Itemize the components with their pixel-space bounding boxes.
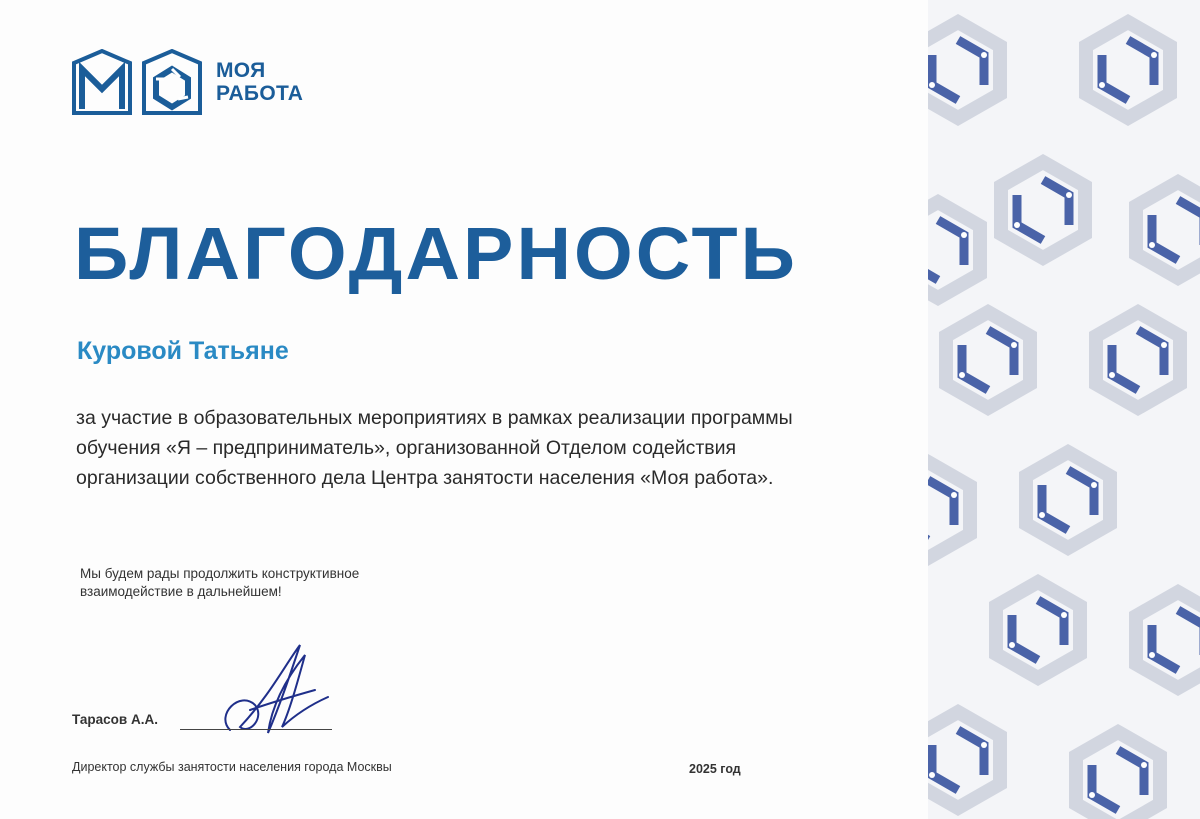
closing-note [80, 565, 460, 601]
logo [72, 49, 303, 115]
certificate-year: 2025 год [689, 762, 741, 776]
certificate-body [76, 403, 876, 493]
decorative-pattern [928, 0, 1200, 819]
logo-line-1: МОЯ [216, 59, 266, 82]
certificate-title: БЛАГОДАРНОСТЬ [74, 212, 798, 295]
closing-line: Мы будем рады продолжить конструктивное [80, 566, 360, 581]
body-line: за участие в образовательных мероприятиях в рамках реализации программы [76, 407, 793, 429]
moya-rabota-logo-icon [72, 49, 206, 115]
logo-line-2: РАБОТА [216, 82, 304, 105]
body-line: обучения «Я – предприниматель», организованной Отделом содействия [76, 437, 737, 459]
recipient-name: Куровой Татьяне [77, 337, 289, 365]
signature-line [180, 729, 332, 730]
signer-position: Директор службы занятости населения города Москвы [72, 760, 392, 774]
closing-line: взаимодействие в дальнейшем! [80, 584, 282, 599]
body-line: организации собственного дела Центра занятости населения «Моя работа». [76, 467, 774, 489]
signer-name: Тарасов А.А. [72, 712, 158, 727]
logo-wordmark [216, 59, 303, 105]
